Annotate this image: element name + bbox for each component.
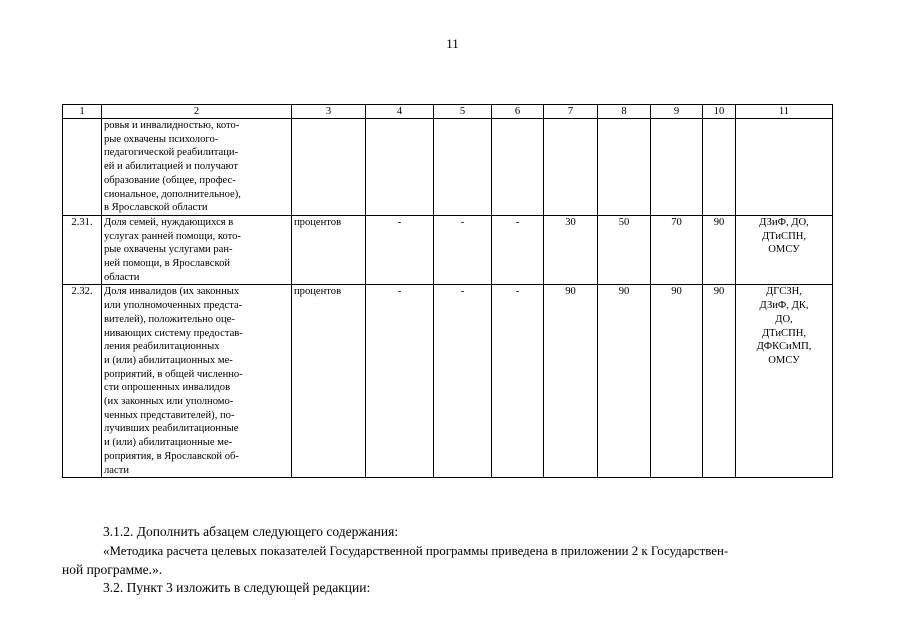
table-row-2-31 — [63, 215, 833, 285]
desc-line: лучивших реабилитационные — [104, 423, 239, 435]
desc-line: и (или) абилитационных ме- — [104, 354, 233, 366]
desc-line: образование (общее, профес- — [104, 174, 236, 186]
responsible-line: ДФКСиМП, — [756, 341, 812, 353]
value-cell: 50 — [598, 215, 651, 285]
desc-line: ей и абилитацией и получают — [104, 161, 239, 173]
value-cell: - — [366, 215, 434, 285]
value-cell: - — [492, 285, 544, 478]
desc-line: и (или) абилитационные ме- — [104, 437, 233, 449]
header-cell: 11 — [736, 105, 833, 119]
header-cell: 8 — [598, 105, 651, 119]
desc-line: рые охвачены услугами ран- — [104, 244, 233, 256]
desc-line: ровья и инвалидностью, кото- — [104, 120, 240, 131]
row-number: 2.32. — [63, 285, 102, 478]
responsible-line: ДЗиФ, ДО, — [759, 216, 809, 228]
value-cell: 90 — [703, 285, 736, 478]
desc-line: Доля инвалидов (их законных — [104, 286, 240, 298]
desc-line: (их законных или уполномо- — [104, 396, 234, 408]
header-cell: 7 — [544, 105, 598, 119]
desc-line: в Ярославской области — [104, 202, 208, 214]
responsible-line: ДЗиФ, ДК, — [759, 300, 809, 312]
indicator-table — [62, 104, 833, 478]
value-cell — [651, 119, 703, 216]
header-cell: 9 — [651, 105, 703, 119]
desc-line: области — [104, 271, 140, 283]
value-cell: 90 — [651, 285, 703, 478]
paragraph-amend-heading: 3.1.2. Дополнить абзацем следующего содержания: — [103, 524, 399, 539]
desc-line: сти опрошенных инвалидов — [104, 382, 231, 394]
row-number: 2.31. — [63, 215, 102, 285]
value-cell — [598, 119, 651, 216]
table-row-2-32 — [63, 285, 833, 478]
value-cell: - — [492, 215, 544, 285]
responsible-line: ДГСЗН, — [766, 286, 802, 298]
desc-line: Доля семей, нуждающихся в — [104, 216, 234, 228]
responsible-cell — [736, 215, 833, 285]
unit-cell — [292, 119, 366, 216]
desc-line: роприятия, в Ярославской об- — [104, 450, 239, 462]
row-description — [102, 285, 292, 478]
value-cell: 30 — [544, 215, 598, 285]
desc-line: или уполномоченных предста- — [104, 300, 243, 312]
responsible-line: ДТиСПН, — [761, 230, 807, 242]
value-cell: - — [366, 285, 434, 478]
value-cell: - — [434, 285, 492, 478]
paragraph-point-3: 3.2. Пункт 3 изложить в следующей редакции: — [103, 580, 371, 595]
desc-line: роприятий, в общей численно- — [104, 368, 243, 380]
value-cell: - — [434, 215, 492, 285]
value-cell: 90 — [544, 285, 598, 478]
value-cell — [434, 119, 492, 216]
responsible-line: ДО, — [775, 313, 793, 325]
unit-cell: процентов — [292, 285, 366, 478]
table-row-continuation — [63, 119, 833, 216]
table-header-row — [63, 105, 833, 119]
header-cell: 10 — [703, 105, 736, 119]
desc-line: сиональное, дополнительное), — [104, 188, 241, 200]
paragraph-method-line-1: «Методика расчета целевых показателей Государственной программы приведена в приложении 2 к Государствен- — [103, 544, 729, 558]
value-cell — [703, 119, 736, 216]
page-number: 11 — [446, 36, 459, 51]
header-cell: 3 — [292, 105, 366, 119]
paragraph-method-line-2: ной программе.». — [62, 562, 163, 577]
header-cell: 1 — [63, 105, 102, 119]
row-description — [102, 119, 292, 216]
unit-cell: процентов — [292, 215, 366, 285]
value-cell — [492, 119, 544, 216]
header-cell: 2 — [102, 105, 292, 119]
value-cell — [544, 119, 598, 216]
value-cell — [366, 119, 434, 216]
responsible-cell — [736, 285, 833, 478]
desc-line: ченных представителей), по- — [104, 409, 235, 421]
responsible-line: ОМСУ — [768, 354, 800, 366]
header-cell: 6 — [492, 105, 544, 119]
desc-line: педагогической реабилитаци- — [104, 147, 239, 159]
desc-line: ласти — [104, 464, 129, 476]
value-cell: 70 — [651, 215, 703, 285]
desc-line: услугах ранней помощи, кото- — [104, 230, 241, 242]
responsible-cell — [736, 119, 833, 216]
header-cell: 5 — [434, 105, 492, 119]
value-cell: 90 — [703, 215, 736, 285]
desc-line: рые охвачены психолого- — [104, 133, 219, 145]
row-description — [102, 215, 292, 285]
responsible-line: ДТиСПН, — [761, 327, 807, 339]
header-cell: 4 — [366, 105, 434, 119]
desc-line: ления реабилитационных — [104, 341, 220, 353]
row-number — [63, 119, 102, 216]
desc-line: вителей), положительно оце- — [104, 313, 235, 325]
value-cell: 90 — [598, 285, 651, 478]
responsible-line: ОМСУ — [768, 244, 800, 256]
desc-line: ней помощи, в Ярославской — [104, 258, 231, 270]
desc-line: нивающих систему предостав- — [104, 327, 243, 339]
